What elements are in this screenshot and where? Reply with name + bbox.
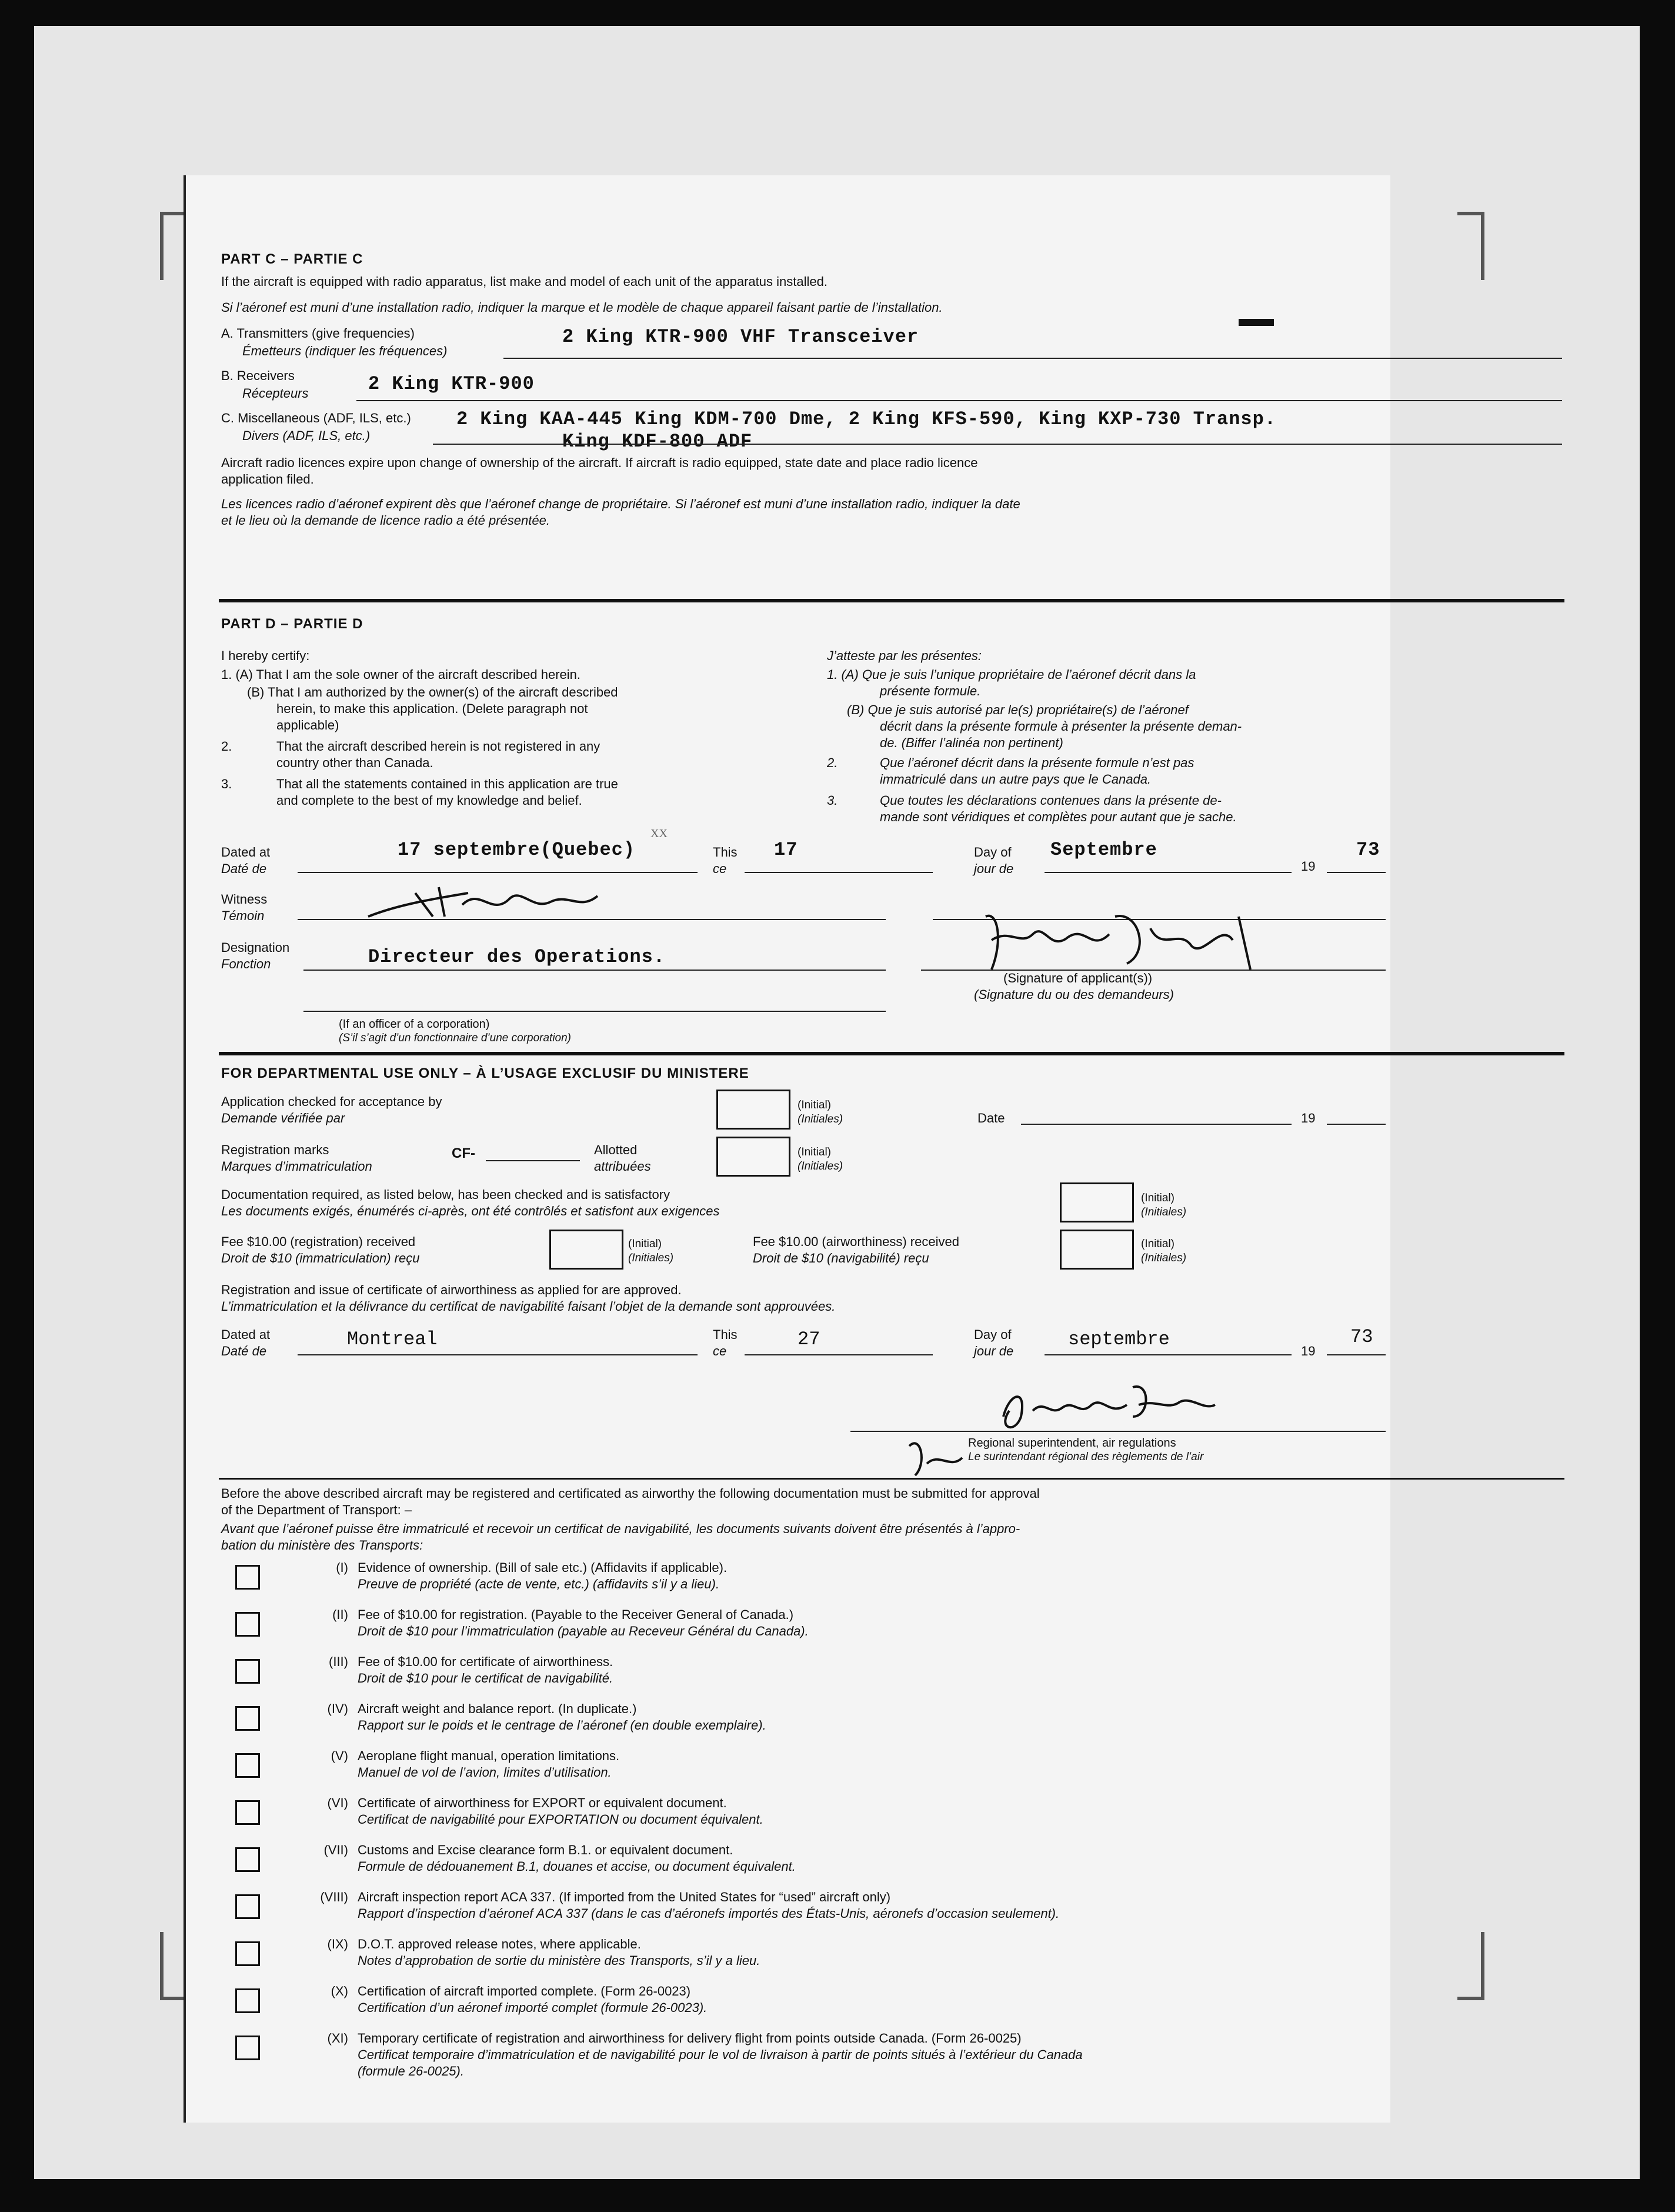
fee-air-initial-fr: (Initiales)	[1141, 1252, 1187, 1264]
doc-checkbox-1[interactable]	[235, 1565, 260, 1590]
doc-checkbox-6[interactable]	[235, 1800, 260, 1825]
cert-fr-3-1: Que toutes les déclarations contenues dans la présente de-	[880, 793, 1222, 808]
doc-checkbox-10[interactable]	[235, 1988, 260, 2013]
misc-value-1: 2 King KAA-445 King KDM-700 Dme, 2 King KFS-590, King KXP-730 Transp.	[456, 408, 1277, 430]
cert-en-1b-1: (B) That I am authorized by the owner(s) of the aircraft described	[247, 685, 618, 699]
doc-en-1: Evidence of ownership. (Bill of sale etc.) (Affidavits if applicable).	[358, 1560, 728, 1575]
docs-intro-fr-2: bation du ministère des Transports:	[221, 1538, 423, 1553]
designation-fr: Fonction	[221, 957, 271, 971]
doc-fr-11: Certificat temporaire d’immatriculation et de navigabilité pour le vol de livraison à partir de points situés à l’extérieur du Canada	[358, 2047, 1083, 2062]
officer-line	[303, 1011, 886, 1012]
cert-en-2-1: That the aircraft described herein is not registered in any	[276, 739, 600, 754]
doc-en-4: Aircraft weight and balance report. (In duplicate.)	[358, 1701, 637, 1716]
witness-en: Witness	[221, 892, 268, 907]
doc-num-10: (X)	[331, 1984, 348, 1998]
cert-fr-1b-3: de. (Biffer l’alinéa non pertinent)	[880, 735, 1063, 750]
dept-date-line[interactable]	[1021, 1124, 1292, 1125]
dept-this-line	[745, 1354, 933, 1355]
misc-label-en: C. Miscellaneous (ADF, ILS, etc.)	[221, 411, 411, 425]
signature-caption-en: (Signature of applicant(s))	[1003, 971, 1153, 985]
doc-fr-9: Notes d’approbation de sortie du ministère des Transports, s’il y a lieu.	[358, 1953, 760, 1968]
docs-initial-fr: (Initiales)	[1141, 1206, 1187, 1218]
doc-num-8: (VIII)	[320, 1890, 348, 1904]
docs-intro-fr-1: Avant que l’aéronef puisse être immatriculé et recevoir un certificat de navigabilité, les documents suivants doivent être présentés à l’appro-	[221, 1521, 1020, 1536]
part-d-heading: PART D – PARTIE D	[221, 616, 363, 632]
marks-initial-fr: (Initiales)	[798, 1160, 843, 1172]
witness-signature	[362, 875, 633, 928]
fee-air-initial-box[interactable]	[1060, 1230, 1134, 1270]
pd-this-value: 17	[774, 839, 798, 861]
dept-heading: FOR DEPARTMENTAL USE ONLY – À L’USAGE EXCLUSIF DU MINISTERE	[221, 1065, 749, 1081]
misc-label-fr: Divers (ADF, ILS, etc.)	[242, 428, 371, 443]
cert-fr-3-num: 3.	[827, 793, 838, 808]
pd-dated-line	[298, 872, 698, 873]
doc-en-2: Fee of $10.00 for registration. (Payable to the Receiver General of Canada.)	[358, 1607, 794, 1622]
doc-num-6: (VI)	[327, 1795, 348, 1810]
dept-date-label: Date	[977, 1111, 1005, 1125]
doc-fr-11-b: (formule 26-0025).	[358, 2064, 464, 2078]
checked-initial-en: (Initial)	[798, 1099, 832, 1111]
radio-note-en-1: Aircraft radio licences expire upon change of ownership of the aircraft. If aircraft is radio equipped, state date and place radio licence	[221, 455, 978, 470]
designation-en: Designation	[221, 940, 290, 955]
cert-en-2-num: 2.	[221, 739, 232, 754]
doc-num-3: (III)	[329, 1654, 348, 1669]
witness-fr: Témoin	[221, 908, 265, 923]
section-divider-dept	[219, 1052, 1564, 1055]
doc-num-1: (I)	[336, 1560, 348, 1575]
docs-intro-en-2: of the Department of Transport: –	[221, 1503, 412, 1517]
dept-dated-line	[298, 1354, 698, 1355]
dept-dated-value: Montreal	[347, 1328, 438, 1350]
doc-checkbox-9[interactable]	[235, 1941, 260, 1966]
pd-dated-value: 17 septembre(Quebec)	[398, 839, 636, 861]
cert-en-3-1: That all the statements contained in this application are true	[276, 777, 618, 791]
pd-this-fr: ce	[713, 861, 727, 876]
doc-num-9: (IX)	[327, 1937, 348, 1951]
superintendent-signature	[874, 1375, 1227, 1493]
doc-fr-1: Preuve de propriété (acte de vente, etc.) (affidavits s’il y a lieu).	[358, 1577, 720, 1591]
dept-year-line[interactable]	[1327, 1124, 1386, 1125]
fee-air-fr: Droit de $10 (navigabilité) reçu	[753, 1251, 929, 1265]
part-c-heading: PART C – PARTIE C	[221, 251, 363, 267]
pd-year-line	[1327, 872, 1386, 873]
cf-prefix: CF-	[452, 1145, 475, 1161]
superintendent-line	[850, 1431, 1386, 1432]
pd-day-line	[1045, 872, 1292, 873]
officer-fr: (S’il s’agit d’un fonctionnaire d’une corporation)	[339, 1032, 572, 1044]
doc-num-5: (V)	[331, 1748, 348, 1763]
doc-fr-2: Droit de $10 pour l’immatriculation (payable au Receveur Général du Canada).	[358, 1624, 809, 1638]
cert-en-3-2: and complete to the best of my knowledge and belief.	[276, 793, 582, 808]
certify-en: I hereby certify:	[221, 648, 310, 663]
doc-fr-8: Rapport d’inspection d’aéronef ACA 337 (dans le cas d’aéronefs importés des États-Unis, aéronefs d’occasion seulement).	[358, 1906, 1060, 1921]
section-divider-docs	[219, 1478, 1564, 1480]
misc-line	[433, 444, 1562, 445]
cert-fr-1a-1: 1. (A) Que je suis l’unique propriétaire de l’aéronef décrit dans la	[827, 667, 1196, 682]
doc-checkbox-11[interactable]	[235, 2036, 260, 2060]
pd-day-value: Septembre	[1050, 839, 1157, 861]
docs-initial-box[interactable]	[1060, 1182, 1134, 1222]
radio-note-fr-1: Les licences radio d’aéronef expirent dès que l’aéronef change de propriétaire. Si l’aéronef est muni d’une installation radio, indiquer la date	[221, 497, 1020, 511]
dept-year-line-2	[1327, 1354, 1386, 1355]
transmitters-line	[503, 358, 1562, 359]
doc-num-11: (XI)	[327, 2031, 348, 2046]
dept-this-fr: ce	[713, 1344, 727, 1358]
radio-note-fr-2: et le lieu où la demande de licence radio a été présentée.	[221, 513, 550, 528]
dept-this-en: This	[713, 1327, 738, 1342]
checked-initial-fr: (Initiales)	[798, 1113, 843, 1125]
doc-en-6: Certificate of airworthiness for EXPORT or equivalent document.	[358, 1795, 727, 1810]
marks-initial-box[interactable]	[716, 1137, 790, 1177]
regional-en: Regional superintendent, air regulations	[968, 1437, 1176, 1450]
radio-note-en-2: application filed.	[221, 472, 314, 487]
allotted-en: Allotted	[594, 1142, 638, 1157]
dept-year-value: 73	[1350, 1326, 1373, 1348]
signature-line-2	[921, 970, 1386, 971]
approved-en: Registration and issue of certificate of airworthiness as applied for are approved.	[221, 1282, 682, 1297]
receivers-label-en: B. Receivers	[221, 368, 295, 383]
misc-value-2: King KDF-800 ADF	[562, 431, 753, 452]
doc-en-7: Customs and Excise clearance form B.1. or equivalent document.	[358, 1843, 733, 1857]
transmitters-label-fr: Émetteurs (indiquer les fréquences)	[242, 344, 448, 358]
fee-reg-initial-fr: (Initiales)	[628, 1252, 674, 1264]
transmitters-value: 2 King KTR-900 VHF Transceiver	[562, 326, 919, 348]
dept-dated-fr: Daté de	[221, 1344, 267, 1358]
docs-intro-en-1: Before the above described aircraft may be registered and certificated as airworthy the following documentation must be submitted for approval	[221, 1486, 1040, 1501]
cert-en-1a: 1. (A) That I am the sole owner of the aircraft described herein.	[221, 667, 581, 682]
dept-day-line	[1045, 1354, 1292, 1355]
part-c-instruction-fr: Si l’aéronef est muni d’une installation radio, indiquer la marque et le modèle de chaque appareil faisant partie de l’installation.	[221, 300, 943, 315]
docs-initial-en: (Initial)	[1141, 1192, 1175, 1204]
receivers-label-fr: Récepteurs	[242, 386, 309, 401]
pd-dated-en: Dated at	[221, 845, 271, 860]
cert-en-1b-3: applicable)	[276, 718, 339, 732]
marks-line[interactable]	[486, 1160, 580, 1161]
section-divider-c-d	[219, 599, 1564, 602]
fee-air-en: Fee $10.00 (airworthiness) received	[753, 1234, 959, 1249]
docs-checked-fr: Les documents exigés, énumérés ci-après, ont été contrôlés et satisfont aux exigences	[221, 1204, 720, 1218]
pd-day-fr: jour de	[974, 861, 1014, 876]
checked-initial-box[interactable]	[716, 1090, 790, 1130]
regional-fr: Le surintendant régional des règlements de l’air	[968, 1451, 1204, 1463]
marks-en: Registration marks	[221, 1142, 329, 1157]
cert-fr-1a-2: présente formule.	[880, 684, 981, 698]
marks-initial-en: (Initial)	[798, 1146, 832, 1158]
part-c-instruction-en: If the aircraft is equipped with radio apparatus, list make and model of each unit of the apparatus installed.	[221, 274, 828, 289]
doc-num-7: (VII)	[323, 1843, 348, 1857]
dept-year-prefix-2: 19	[1301, 1344, 1316, 1358]
fee-reg-initial-box[interactable]	[549, 1230, 623, 1270]
approved-fr: L’immatriculation et la délivrance du certificat de navigabilité faisant l’objet de la demande sont approuvées.	[221, 1299, 836, 1314]
pd-dated-fr: Daté de	[221, 861, 267, 876]
doc-checkbox-7[interactable]	[235, 1847, 260, 1872]
witness-line	[298, 919, 886, 920]
crop-mark-bottom-right	[1457, 1932, 1484, 2000]
dept-year-prefix: 19	[1301, 1111, 1316, 1125]
docs-checked-en: Documentation required, as listed below, has been checked and is satisfactory	[221, 1187, 670, 1202]
cert-en-1b-2: herein, to make this application. (Delete paragraph not	[276, 701, 588, 716]
receivers-value: 2 King KTR-900	[368, 373, 535, 395]
checked-en: Application checked for acceptance by	[221, 1094, 442, 1109]
doc-fr-4: Rapport sur le poids et le centrage de l’aéronef (en double exemplaire).	[358, 1718, 766, 1733]
dept-this-value: 27	[798, 1328, 820, 1350]
doc-fr-7: Formule de dédouanement B.1, douanes et accise, ou document équivalent.	[358, 1859, 796, 1874]
pd-this-en: This	[713, 845, 738, 860]
fee-reg-initial-en: (Initial)	[628, 1238, 662, 1250]
cert-fr-2-1: Que l’aéronef décrit dans la présente formule n’est pas	[880, 755, 1194, 770]
doc-en-9: D.O.T. approved release notes, where applicable.	[358, 1937, 641, 1951]
form-page	[183, 175, 1390, 2123]
doc-checkbox-5[interactable]	[235, 1753, 260, 1778]
cert-en-2-2: country other than Canada.	[276, 755, 433, 770]
pd-day-en: Day of	[974, 845, 1012, 860]
doc-fr-5: Manuel de vol de l’avion, limites d’utilisation.	[358, 1765, 612, 1780]
dept-day-value: septembre	[1068, 1328, 1170, 1350]
doc-en-5: Aeroplane flight manual, operation limitations.	[358, 1748, 620, 1763]
marks-fr: Marques d’immatriculation	[221, 1159, 372, 1174]
cert-fr-3-2: mande sont véridiques et complètes pour autant que je sache.	[880, 809, 1237, 824]
certify-fr: J’atteste par les présentes:	[827, 648, 982, 663]
designation-value: Directeur des Operations.	[368, 946, 666, 968]
redaction-mark	[1239, 319, 1274, 326]
doc-checkbox-8[interactable]	[235, 1894, 260, 1919]
fee-reg-fr: Droit de $10 (immatriculation) reçu	[221, 1251, 420, 1265]
doc-checkbox-4[interactable]	[235, 1706, 260, 1731]
doc-en-8: Aircraft inspection report ACA 337. (If imported from the United States for “used” aircraft only)	[358, 1890, 891, 1904]
cert-en-3-num: 3.	[221, 777, 232, 791]
fee-air-initial-en: (Initial)	[1141, 1238, 1175, 1250]
mark-xx: XX	[650, 827, 668, 840]
allotted-fr: attribuées	[594, 1159, 651, 1174]
crop-mark-top-right	[1457, 212, 1484, 280]
receivers-line	[356, 400, 1562, 401]
fee-reg-en: Fee $10.00 (registration) received	[221, 1234, 416, 1249]
doc-en-10: Certification of aircraft imported complete. (Form 26-0023)	[358, 1984, 691, 1998]
dept-day-fr: jour de	[974, 1344, 1014, 1358]
doc-fr-6: Certificat de navigabilité pour EXPORTATION ou document équivalent.	[358, 1812, 763, 1827]
cert-fr-2-2: immatriculé dans un autre pays que le Canada.	[880, 772, 1152, 787]
pd-year-value: 73	[1356, 839, 1380, 861]
pd-year-prefix: 19	[1301, 859, 1316, 874]
transmitters-label-en: A. Transmitters (give frequencies)	[221, 326, 415, 341]
cert-fr-1b-1: (B) Que je suis autorisé par le(s) propriétaire(s) de l’aéronef	[847, 702, 1189, 717]
doc-fr-10: Certification d’un aéronef importé complet (formule 26-0023).	[358, 2000, 708, 2015]
dept-dated-en: Dated at	[221, 1327, 271, 1342]
cert-fr-1b-2: décrit dans la présente formule à présenter la présente deman-	[880, 719, 1242, 734]
officer-en: (If an officer of a corporation)	[339, 1018, 490, 1031]
checked-fr: Demande vérifiée par	[221, 1111, 345, 1125]
pd-this-line	[745, 872, 933, 873]
designation-line	[303, 970, 886, 971]
doc-num-4: (IV)	[327, 1701, 348, 1716]
dept-day-en: Day of	[974, 1327, 1012, 1342]
doc-num-2: (II)	[332, 1607, 348, 1622]
doc-fr-3: Droit de $10 pour le certificat de navigabilité.	[358, 1671, 613, 1685]
doc-en-3: Fee of $10.00 for certificate of airworthiness.	[358, 1654, 613, 1669]
doc-checkbox-3[interactable]	[235, 1659, 260, 1684]
doc-en-11: Temporary certificate of registration and airworthiness for delivery flight from points outside Canada. (Form 26-0025)	[358, 2031, 1022, 2046]
doc-checkbox-2[interactable]	[235, 1612, 260, 1637]
cert-fr-2-num: 2.	[827, 755, 838, 770]
signature-caption-fr: (Signature du ou des demandeurs)	[974, 987, 1174, 1002]
